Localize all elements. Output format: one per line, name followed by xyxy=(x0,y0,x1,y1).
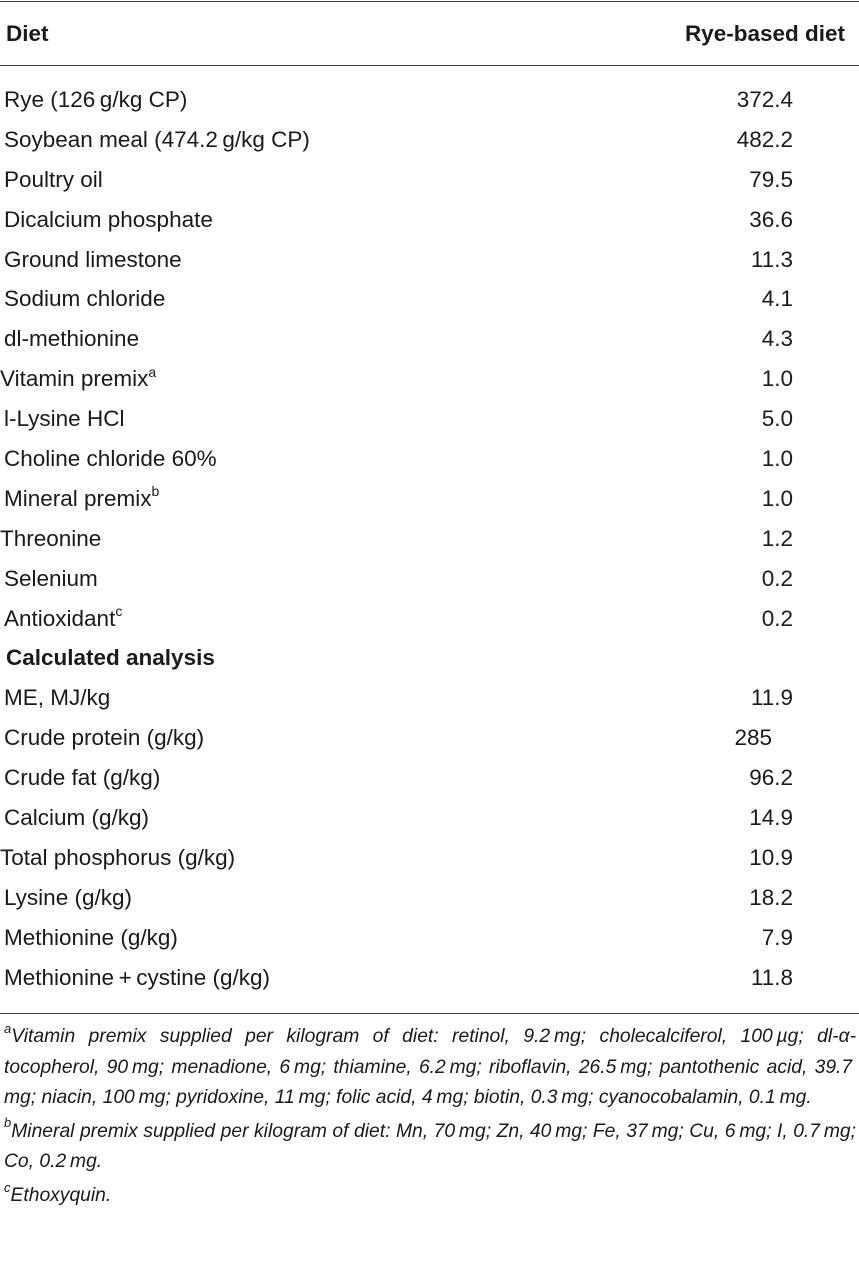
row-label: Methionine (g/kg) xyxy=(4,924,178,950)
section-title: Calculated analysis xyxy=(6,645,215,671)
table-row xyxy=(0,120,859,160)
table-row xyxy=(0,958,859,998)
row-label: Poultry oil xyxy=(4,166,103,192)
table-header xyxy=(0,14,859,54)
row-label: Crude protein (g/kg) xyxy=(4,725,205,751)
row-value: 11.9 xyxy=(750,685,793,711)
table-header-rule xyxy=(0,65,859,66)
row-label xyxy=(4,599,122,639)
table-row xyxy=(0,279,859,319)
header-diet: Diet xyxy=(6,21,49,46)
row-value: 10.9 xyxy=(749,844,793,870)
row-label: dl-methionine xyxy=(4,326,140,352)
table-top-rule xyxy=(0,1,859,2)
row-label: Choline chloride 60% xyxy=(4,446,217,472)
row-value: 1.0 xyxy=(761,485,793,511)
row-value: 79.5 xyxy=(749,166,793,192)
table-row xyxy=(0,599,859,639)
row-value: 1.0 xyxy=(761,446,793,472)
row-label: Lysine (g/kg) xyxy=(4,884,132,910)
table-row xyxy=(0,718,859,758)
row-value: 14.9 xyxy=(749,805,793,831)
row-value: 11.3 xyxy=(750,246,793,272)
footnote-c xyxy=(4,1181,856,1212)
footnote-b xyxy=(4,1117,856,1178)
row-label xyxy=(0,359,156,399)
row-value: 5.0 xyxy=(761,406,793,432)
section-heading-row xyxy=(0,638,859,678)
table-bottom-rule xyxy=(0,1013,859,1014)
table-row xyxy=(0,918,859,958)
table-footnotes xyxy=(4,1022,856,1212)
row-label: Selenium xyxy=(4,565,98,591)
row-label-text: Vitamin premix xyxy=(0,366,149,392)
row-label: Total phosphorus (g/kg) xyxy=(0,844,236,870)
row-label: Calcium (g/kg) xyxy=(4,805,150,831)
footnote-text: Ethoxyquin. xyxy=(10,1184,112,1206)
row-label-text: Mineral premix xyxy=(4,485,152,511)
table-row xyxy=(0,559,859,599)
row-label: Sodium chloride xyxy=(4,286,166,312)
footnote-marker: c xyxy=(115,603,123,620)
row-label: Crude fat (g/kg) xyxy=(4,765,161,791)
table-row xyxy=(0,240,859,280)
row-value: 4.3 xyxy=(761,326,793,352)
table-row xyxy=(0,160,859,200)
table-row xyxy=(0,359,859,399)
row-value: 4.1 xyxy=(761,286,793,312)
row-value: 11.8 xyxy=(750,964,793,990)
row-label xyxy=(4,479,159,519)
footnote-text: Vitamin premix supplied per kilogram of diet: retinol, 9.2 mg; cholecalciferol, 100 µg; dl-α-tocopherol, 90 mg; menadione, 6 mg; thiamine, 6.2 mg; riboflavin, 26.5 mg; pantothenic acid, 39.7 mg; niacin, 100 mg; pyridoxine, 11 mg; folic acid, 4 mg; biotin, 0.3 mg; cyanocobalamin, 0.1 mg. xyxy=(4,1026,856,1109)
table-row xyxy=(0,878,859,918)
table-body xyxy=(0,80,859,997)
table-row xyxy=(0,319,859,359)
table-row xyxy=(0,80,859,120)
table-row xyxy=(0,678,859,718)
row-label-text: Antioxidant xyxy=(4,605,116,631)
row-value: 482.2 xyxy=(736,126,793,152)
footnote-marker: b xyxy=(151,483,160,500)
row-label: Rye (126 g/kg CP) xyxy=(4,87,188,112)
row-value: 0.2 xyxy=(761,565,793,591)
table-row xyxy=(0,519,859,559)
footnote-a xyxy=(4,1022,856,1114)
footnote-marker: a xyxy=(4,1020,12,1036)
table-row xyxy=(0,838,859,878)
row-label: Ground limestone xyxy=(4,246,182,272)
table-row xyxy=(0,479,859,519)
row-label: Methionine + cystine (g/kg) xyxy=(4,964,271,990)
row-value: 96.2 xyxy=(749,765,793,791)
row-label: Dicalcium phosphate xyxy=(4,206,213,232)
row-label: l-Lysine HCl xyxy=(4,406,125,432)
table-row xyxy=(0,439,859,479)
row-value: 0.2 xyxy=(761,605,793,631)
footnote-marker: a xyxy=(148,363,157,380)
table-row xyxy=(0,798,859,838)
row-value: 1.2 xyxy=(761,525,793,551)
row-value: 372.4 xyxy=(736,87,793,112)
row-label: ME, MJ/kg xyxy=(4,685,111,711)
row-value: 285 xyxy=(734,725,772,751)
row-value: 18.2 xyxy=(749,884,793,910)
row-value: 1.0 xyxy=(761,366,793,392)
row-value: 36.6 xyxy=(749,206,793,232)
footnote-marker: c xyxy=(4,1179,11,1195)
footnote-marker: b xyxy=(4,1115,12,1131)
header-rye-based-diet: Rye-based diet xyxy=(684,21,845,46)
table-row xyxy=(0,758,859,798)
row-label: Threonine xyxy=(0,525,102,551)
row-label: Soybean meal (474.2 g/kg CP) xyxy=(4,126,310,152)
table-row xyxy=(0,200,859,240)
footnote-text: Mineral premix supplied per kilogram of diet: Mn, 70 mg; Zn, 40 mg; Fe, 37 mg; Cu, 6 mg; I, 0.7 mg; Co, 0.2 mg. xyxy=(4,1120,856,1173)
row-value: 7.9 xyxy=(761,924,793,950)
table-row xyxy=(0,399,859,439)
